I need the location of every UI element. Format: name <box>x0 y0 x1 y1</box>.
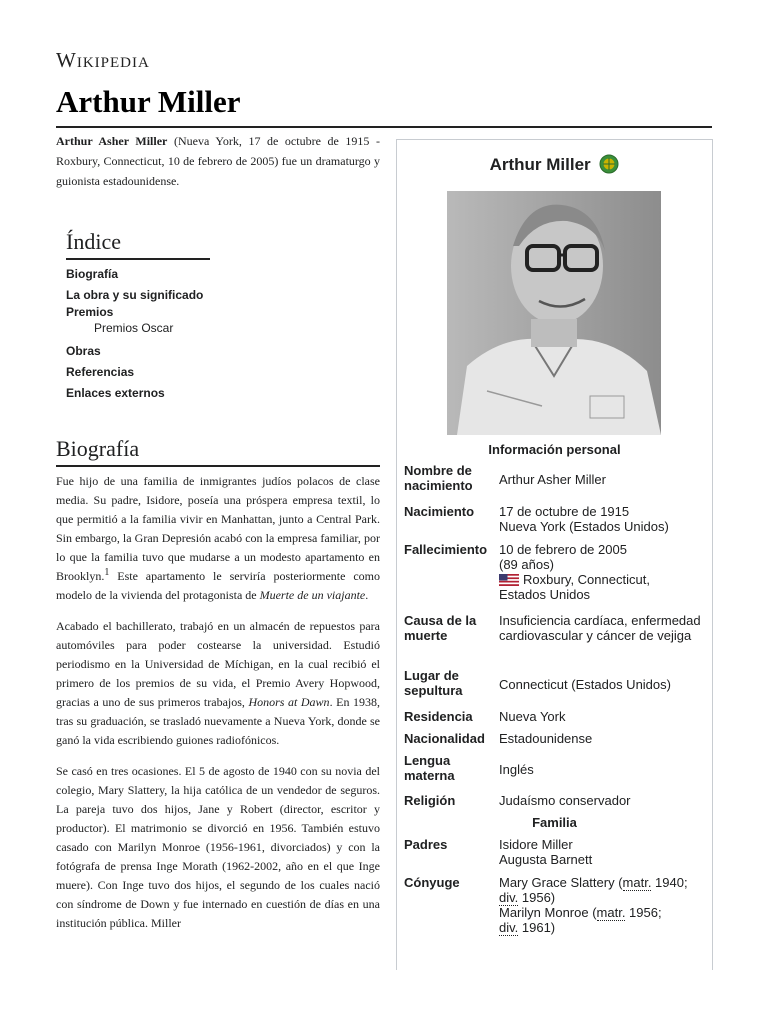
bio-p1-text-2: Este apartamento le serviría posteriormente como modelo de la vivienda del protagonista de <box>56 569 380 602</box>
birth-date[interactable]: 17 de octubre de 1915 <box>499 504 630 519</box>
infobox-title <box>397 154 712 175</box>
spouse-1-year-married: 1940; <box>651 875 688 890</box>
label-burial: Lugar de sepultura <box>404 668 463 698</box>
label-spouse: Cónyuge <box>404 875 460 890</box>
section-heading-biografia: Biografía <box>56 436 140 461</box>
page-title: Arthur Miller <box>56 84 241 119</box>
toc-item-obra[interactable]: La obra y su significado <box>66 288 204 302</box>
spouse-2-matr-abbr: matr. <box>596 905 626 920</box>
toc-title: Índice <box>66 229 121 254</box>
wikidata-globe-icon[interactable] <box>599 154 619 174</box>
bio-p2-text-2: . En 1938, tras su graduación, se trasladó nuevamente a Nueva York, donde se ganó la vida escribiendo guiones radiofónicos. <box>56 695 380 747</box>
label-cause: Causa de la muerte <box>404 613 477 643</box>
infobox-title-text: Arthur Miller <box>489 155 591 174</box>
label-religion: Religión <box>404 793 456 808</box>
label-nationality: Nacionalidad <box>404 731 485 746</box>
toc-item-referencias[interactable]: Referencias <box>66 365 135 379</box>
spouse-1-name: Mary Grace Slattery ( <box>499 875 623 890</box>
death-place <box>499 572 704 587</box>
toc-item-biografia[interactable]: Biografía <box>66 267 119 281</box>
spouse-1-year-divorced: 1956) <box>518 890 556 905</box>
value-burial[interactable]: Connecticut (Estados Unidos) <box>499 677 671 692</box>
title-divider <box>56 126 712 128</box>
label-birth: Nacimiento <box>404 504 475 519</box>
value-birth-name: Arthur Asher Miller <box>499 472 606 487</box>
death-date: 10 de febrero de 2005 <box>499 542 627 557</box>
bio-paragraph-3: Se casó en tres ocasiones. El 5 de agosto de 1940 con su novia del colegio, Mary Slattery, la hija católica de un vendedor de seguros. La pareja tuvo dos hijos, Jane y Robert (director, escritor y productor). El matrimonio se divorció en 1956. También estuvo casado con Marilyn Monroe (1956-1961, divorciados) y con la fotógrafa de prensa Inge Morath (1962-2002, año en el que Inge muere). Con Inge tuvo dos hijos, el segundo de los cuales nació con síndrome de Down y fue internado en cuestión de días en una institución pública. Miller <box>56 764 380 930</box>
value-religion[interactable]: Judaísmo conservador <box>499 793 631 808</box>
portrait-photo <box>447 191 661 435</box>
toc-divider <box>66 258 210 260</box>
value-spouse <box>499 875 704 935</box>
toc-item-enlaces[interactable]: Enlaces externos <box>66 386 165 400</box>
spouse-2-div-abbr: div. <box>499 920 519 935</box>
bio-paragraph-2 <box>56 617 380 750</box>
infobox-row-birth <box>404 504 704 534</box>
toc-item-premios-oscar[interactable]: Premios Oscar <box>94 321 174 335</box>
value-birth <box>499 504 704 534</box>
spouse-2 <box>499 905 704 935</box>
infobox-row-birth-name <box>404 463 704 493</box>
lead-paragraph <box>56 131 380 191</box>
infobox <box>396 139 713 970</box>
spouse-1-div-abbr: div. <box>499 890 519 905</box>
infobox-row-parents <box>404 837 704 867</box>
label-language: Lengua materna <box>404 753 455 783</box>
infobox-row-cause <box>404 613 704 643</box>
value-death <box>499 542 704 602</box>
spouse-1-matr-abbr: matr. <box>622 875 652 890</box>
value-residence[interactable]: Nueva York <box>499 709 566 724</box>
bio-p1-italic: Muerte de un viajante <box>259 588 366 602</box>
infobox-row-residence <box>404 709 704 724</box>
bio-p1-text: Fue hijo de una familia de inmigrantes judíos polacos de clase media. Su padre, Isidore, poseía una próspera empresa textil, lo que permitió a la familia vivir en Manhattan, junto a Central Park. Sin embargo, la Gran Depresión acabó con la empresa familiar, por lo que la familia tuvo que mudarse a un modesto apartamento en Brooklyn. <box>56 474 380 583</box>
bio-p2-text: Acabado el bachillerato, trabajó en un almacén de repuestos para automóviles para poder costearse la universidad. Estudió periodismo en la Universidad de Míchigan, en la cual recibió el primero de los premios de su vida, el Premio Avery Hopwood, gracias a uno de sus primeros trabajos, <box>56 619 380 709</box>
birth-place[interactable]: Nueva York (Estados Unidos) <box>499 519 669 534</box>
label-birth-name: Nombre de nacimiento <box>404 463 473 493</box>
biography-body <box>56 472 380 945</box>
lead-bold-name: Arthur Asher Miller <box>56 134 168 148</box>
lead-text: (Nueva York, 17 de octubre de 1915 - Roxbury, Connecticut, 10 de febrero de 2005) fue un dramaturgo y guionista estadounidense. <box>56 134 380 188</box>
parent-father: Isidore Miller <box>499 837 573 852</box>
value-cause[interactable]: Insuficiencia cardíaca, enfermedad cardiovascular y cáncer de vejiga <box>499 613 701 643</box>
infobox-row-burial <box>404 668 704 698</box>
section-divider <box>56 465 380 467</box>
value-parents <box>499 837 704 867</box>
spouse-2-year-divorced: 1961) <box>518 920 556 935</box>
bio-paragraph-1 <box>56 472 380 605</box>
wikipedia-logo[interactable]: Wikipedia <box>56 48 150 72</box>
us-flag-icon <box>499 574 519 586</box>
infobox-row-nationality <box>404 731 704 746</box>
table-of-contents <box>66 264 203 404</box>
toc-item-obras[interactable]: Obras <box>66 344 101 358</box>
death-place-text[interactable]: Roxbury, Connecticut, <box>523 572 650 587</box>
infobox-section-personal: Información personal <box>488 442 621 457</box>
bio-p1-end: . <box>365 588 369 602</box>
label-death: Fallecimiento <box>404 542 488 557</box>
reference-1[interactable]: 1 <box>104 567 110 578</box>
parent-mother: Augusta Barnett <box>499 852 593 867</box>
bio-p2-italic: Honors at Dawn <box>248 695 330 709</box>
spouse-2-year-married: 1956; <box>625 905 662 920</box>
death-age: (89 años) <box>499 557 554 572</box>
value-nationality[interactable]: Estadounidense <box>499 731 593 746</box>
label-parents: Padres <box>404 837 448 852</box>
death-country[interactable]: Estados Unidos <box>499 587 591 602</box>
label-residence: Residencia <box>404 709 473 724</box>
infobox-section-family: Familia <box>532 815 577 830</box>
spouse-2-name[interactable]: Marilyn Monroe ( <box>499 905 597 920</box>
toc-item-premios[interactable]: Premios <box>66 305 114 319</box>
value-language[interactable]: Inglés <box>499 762 534 777</box>
infobox-row-spouse <box>404 875 704 935</box>
infobox-row-death <box>404 542 704 602</box>
infobox-row-language <box>404 753 704 783</box>
spouse-1 <box>499 875 704 905</box>
infobox-row-religion <box>404 793 704 808</box>
